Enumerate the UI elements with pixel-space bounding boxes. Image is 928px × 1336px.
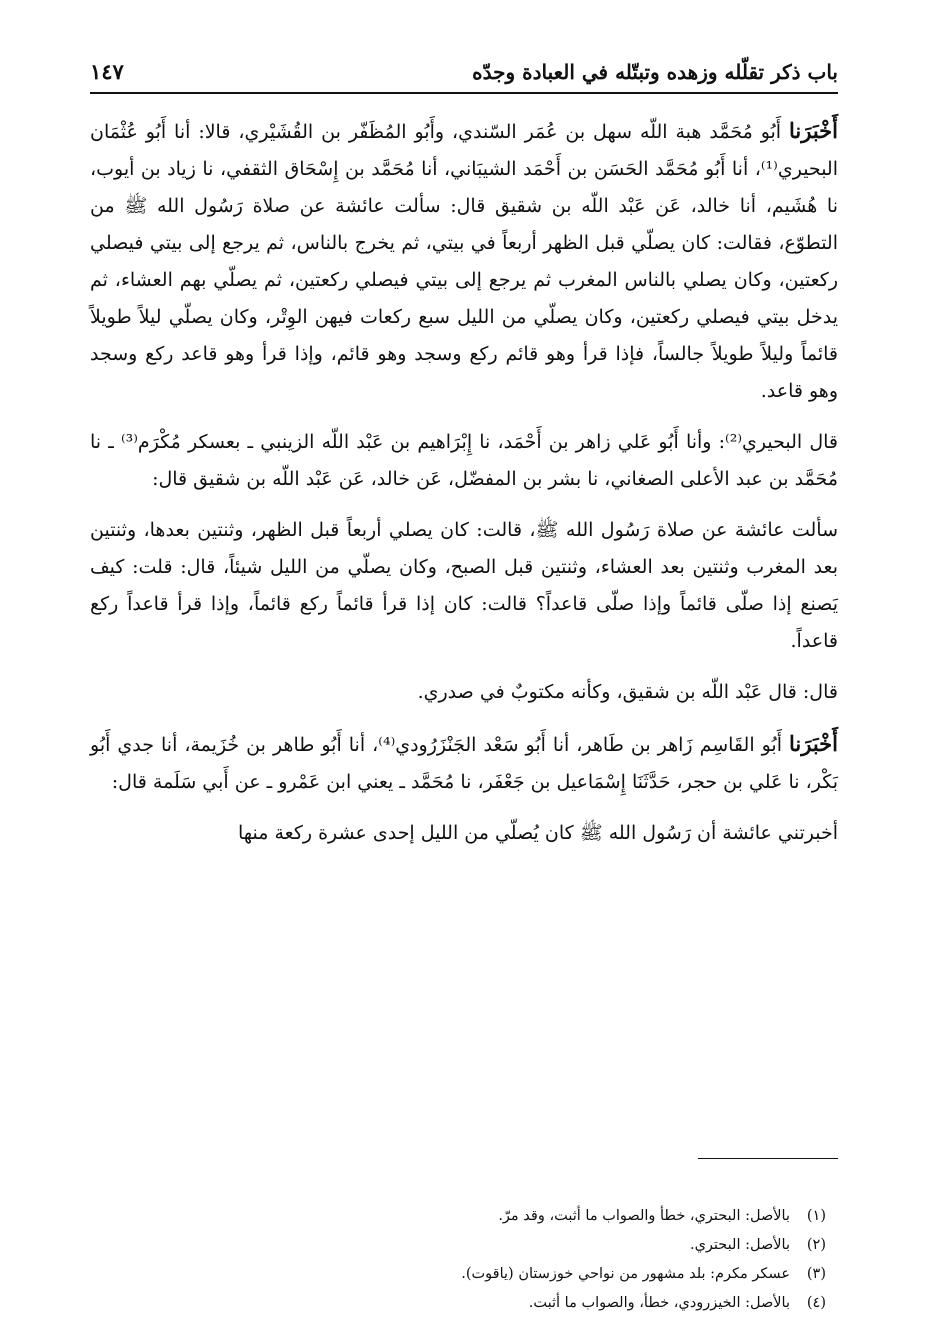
header-rule — [90, 92, 838, 94]
footnote-number: (١) — [806, 1208, 826, 1224]
paragraph — [90, 674, 838, 711]
footnote-text: عسكر مكرم: بلد مشهور من نواحي خوزستان (ياقوت). — [461, 1266, 790, 1282]
footnote-number: (٤) — [806, 1295, 826, 1311]
page-number: ١٤٧ — [90, 59, 124, 84]
main-text — [90, 112, 838, 852]
footnote-text: بالأصل: البحتري، خطأ والصواب ما أثبت، وقد مرّ. — [498, 1208, 790, 1224]
paragraph-lead: أَخْبَرَنا — [789, 731, 838, 756]
paragraph — [90, 512, 838, 660]
footnote — [106, 1231, 826, 1260]
page — [90, 58, 838, 1311]
paragraph-text: قال البحيري⁽²⁾: وأنا أَبُو عَلي زاهر بن أَحْمَد، نا إِبْرَاهيم بن عَبْد اللّه الزينبي ـ بعسكر مُكْرَم⁽³⁾ ـ نا مُحَمَّد بن عبد الأعلى الصغاني، نا بشر بن المفضّل، عَن خالد، عَن عَبْد اللّه بن شقيق قال: — [90, 431, 838, 490]
footnote-number: (٣) — [806, 1266, 826, 1282]
footnotes — [106, 1202, 826, 1318]
paragraph — [90, 112, 838, 410]
paragraph-text: أخبرتني عائشة أن رَسُول الله ﷺ كان يُصلّي من الليل إحدى عشرة ركعة منها — [237, 822, 838, 844]
paragraph — [90, 815, 838, 852]
chapter-title: باب ذكر تقلّله وزهده وتبتّله في العبادة وجدّه — [472, 60, 838, 84]
paragraph — [90, 725, 838, 801]
paragraph-text: قال: قال عَبْد اللّه بن شقيق، وكأنه مكتوبٌ في صدري. — [417, 681, 838, 703]
footnote-text: بالأصل: البحتري. — [689, 1237, 790, 1253]
footnote-rule — [698, 1158, 838, 1159]
footnote-text: بالأصل: الخيزرودي، خطأ، والصواب ما أثبت. — [528, 1295, 790, 1311]
footnote — [106, 1289, 826, 1318]
paragraph-lead: أَخْبَرَنا — [789, 118, 838, 143]
running-header — [90, 58, 838, 90]
footnote-number: (٢) — [806, 1237, 826, 1253]
footnote — [106, 1260, 826, 1289]
paragraph-text: أَبُو مُحَمَّد هبة اللّه سهل بن عُمَر السّندي، وأَبُو المُظَفّر بن القُشَيْري، قالا: أنا أَبُو عُثْمَان البحيري⁽¹⁾، أنا أَبُو مُحَمَّد الحَسَن بن أَحْمَد الشيبَاني، أنا مُحَمَّد بن إِسْحَاق الثقفي، نا زياد بن أيوب، نا هُشَيم، أنا خالد، عَن عَبْد اللّه بن شقيق قال: سألت عائشة عن صلاة رَسُول الله ﷺ من التطوّع، فقالت: كان يصلّي قبل الظهر أربعاً في بيتي، ثم يخرج بالناس، ثم يرجع إلى بيتي فيصلي ركعتين، وكان يصلي بالناس المغرب ثم يرجع إلى بيتي فيصلي ركعتين، ثم يصلّي بهم العشاء، ثم يدخل بيتي فيصلي ركعتين، وكان يصلّي من الليل سبع ركعات فيهن الوِتْر، وكان يصلّي ليلاً طويلاً قائماً وليلاً طويلاً جالساً، فإذا قرأ وهو قائم ركع وسجد وهو قائم، وإذا قرأ وهو قاعد ركع وسجد وهو قاعد. — [90, 121, 838, 402]
paragraph-text: أَبُو القَاسِم زَاهر بن طَاهر، أنا أَبُو سَعْد الجَنْزَرُودي⁽⁴⁾، أنا أَبُو طاهر بن خُزَيمة، أنا جدي أَبُو بَكْر، نا عَلي بن حجر، حَدَّثَنَا إِسْمَاعيل بن جَعْفَر، نا مُحَمَّد ـ يعني ابن عَمْرو ـ عن أَبي سَلَمة قال: — [90, 734, 838, 793]
paragraph-text: سألت عائشة عن صلاة رَسُول الله ﷺ، قالت: كان يصلي أربعاً قبل الظهر، وثنتين بعدها، وثنتين بعد المغرب وثنتين بعد العشاء، وثنتين قبل الصبح، وكان يصلّي من الليل شيئاً، قال: قلت: كيف يَصنع إذا صلّى قائماً وإذا صلّى قاعداً؟ قالت: كان إذا قرأ قائماً ركع قائماً، وإذا قرأ قاعداً ركع قاعداً. — [90, 519, 838, 652]
footnote — [106, 1202, 826, 1231]
paragraph — [90, 424, 838, 498]
